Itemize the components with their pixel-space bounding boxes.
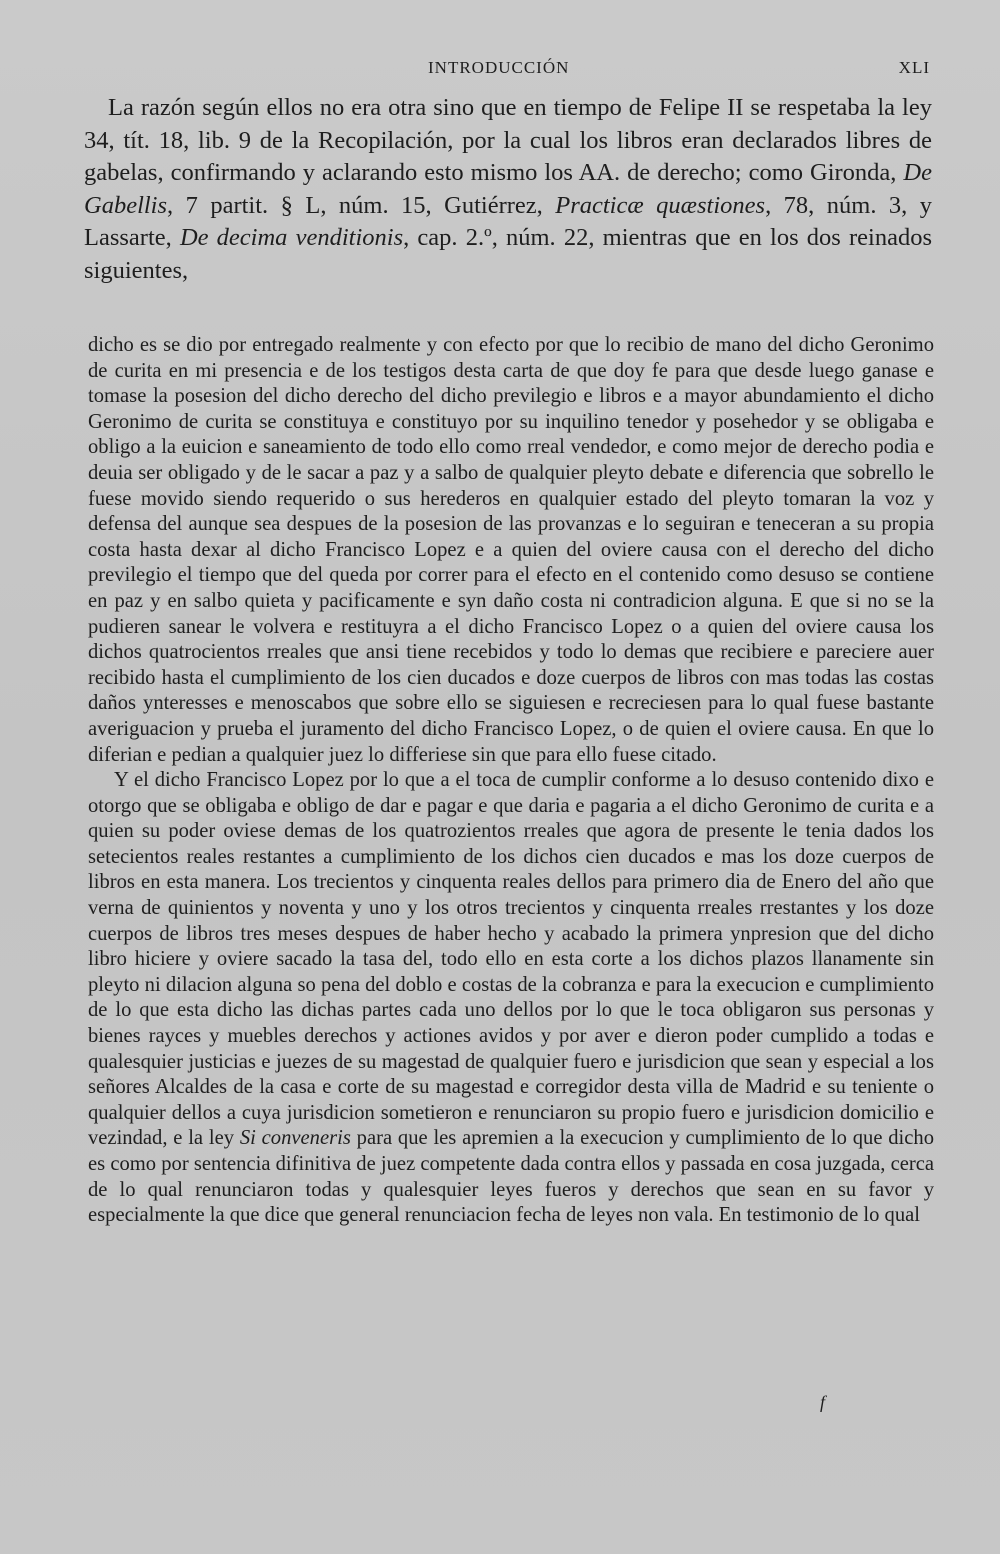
law-name-si-conveneris: Si conveneris xyxy=(239,1127,351,1150)
cited-work-de-gabellis: De Gabellis xyxy=(84,159,932,219)
intro-text xyxy=(84,92,932,288)
intro-text-2: , 7 partit. § L, núm. 15, Gutiérrez, xyxy=(167,191,556,219)
intro-text-3: , 78, núm. 3, y Lassarte, xyxy=(84,191,933,252)
page-number: XLI xyxy=(898,58,930,77)
document-paragraph-1: dicho es se dio por entregado realmente y con efecto por que lo recibio de mano del dicho Geronimo de curita en mi presencia e de los testigos desta carta de que doy fe para que desde luego ganase e tomase la posesion del dicho derecho del dicho previlegio e libros e a mayor abundamiento el dicho Geronimo de curita se constituya e constituyo por su inquilino tenedor y posehedor y se obligaba e obligo a la euicion e saneamiento de todo ello como rreal vendedor, e como mejor de derecho podia e deuia ser obligado y de le sacar a paz y a salbo de qualquier pleyto debate e diferencia que sobrello le fuese movido siendo requerido o sus herederos en qualquier estado del pleyto tomaran la voz y defensa del aunque sea despues de la posesion de las provanzas e lo seguiran e teneceran a su propia costa hasta dexar al dicho Francisco Lopez e a quien del oviere causa con el derecho del dicho previlegio el tiempo que del queda por correr para el efecto en el contenido como desuso se contiene en paz y en salbo quieta y pacificamente e syn daño costa ni contradicion alguna. E que si no se la pudieren sanear le volvera e restituyra a el dicho Francisco Lopez o a quien del oviere causa los dichos quatrocientos rreales que ansi tiene recebidos y todo lo demas que recibiere e pareciere auer recibido hasta el cumplimiento de los cien ducados e doze cuerpos de libros con mas todas las costas daños ynteresses e menoscabos que sobre ello se siguiesen e recreciesen para lo qual fuese bastante averiguacion y prueba el juramento del dicho Francisco Lopez, o de quien el oviere causa. En que lo diferian e pedian a qualquier juez lo differiese sin que para ello fuese citado. xyxy=(88,334,934,766)
document-paragraph-2 xyxy=(88,768,934,1229)
cited-work-de-decima-venditionis: De decima venditionis xyxy=(179,224,404,252)
document-paragraph-2-text-a: Y el dicho Francisco Lopez por lo que a el toca de cumplir conforme a lo desuso contenido dixo e otorgo que se obligaba e obligo de dar e pagar e que daria e pagaria a el dicho Geronimo de curita e a quien su poder oviese demas de los quatrozientos rreales que agora de presente le tenia dados los setecientos reales restantes a cumplimiento de los dichos cien ducados e mas los doze cuerpos de libros en esta manera. Los trecientos y cinquenta reales dellos para primero dia de Enero del año que verna de quinientos y noventa y uno y los otros trecientos y cinquenta rreales rrestantes y los doze cuerpos de libros tres meses despues de haber hecho y acabado la primera ynpresion que del dicho libro hiciere y oviere sacado la tasa del, todo ello en esta corte a los dichos plazos llanamente sin pleyto ni dilacion alguna so pena del doblo e costas de la cobranza e para la execucion e cumplimiento de lo que esta dicho las dichas partes cada uno dellos por lo que le toca obligaron sus personas y bienes rayces y muebles derechos y actiones avidos y por aver e dieron poder cumplido a todas e qualesquier justicias e juezes de su magestad de qualquier fuero e jurisdicion que sean y especial a los señores Alcaldes de la casa e corte de su magestad e corregidor desta villa de Madrid e su teniente o qualquier dellos a cuya jurisdicion sometieron e renunciaron su propio fuero e jurisdicion domicilio e vezindad, e la ley xyxy=(88,769,934,1150)
document-paragraph-2-text-b: para que les apremien a la execucion y cumplimiento de lo que dicho es como por sentencia difinitiva de juez competente dada contra ellos y passada en cosa juzgada, cerca de lo qual renunciaron todas y qualesquier leyes fueros y derechos que sean en su favor y especialmente la que dice que general renunciacion fecha de leyes non vala. En testimonio de lo qual xyxy=(88,1127,935,1227)
intro-text-4: , cap. 2.º, núm. 22, mientras que en los dos reinados siguientes, xyxy=(84,224,933,284)
introduction-paragraph xyxy=(84,92,932,288)
cited-work-practicae-quaestiones: Practicæ quæstiones xyxy=(555,191,766,219)
page-header xyxy=(0,58,1000,84)
signature-mark: f xyxy=(820,1392,826,1412)
historical-document-quote xyxy=(88,333,934,1229)
intro-text-1: La razón según ellos no era otra sino que en tiempo de Felipe II se respetaba la ley 34, tít. 18, lib. 9 de la Recopilación, por la cual los libros eran declarados libres de gabelas, confirmando y aclarando esto mismo los AA. de derecho; como Gironda, xyxy=(84,94,932,187)
running-title: INTRODUCCIÓN xyxy=(428,58,570,77)
